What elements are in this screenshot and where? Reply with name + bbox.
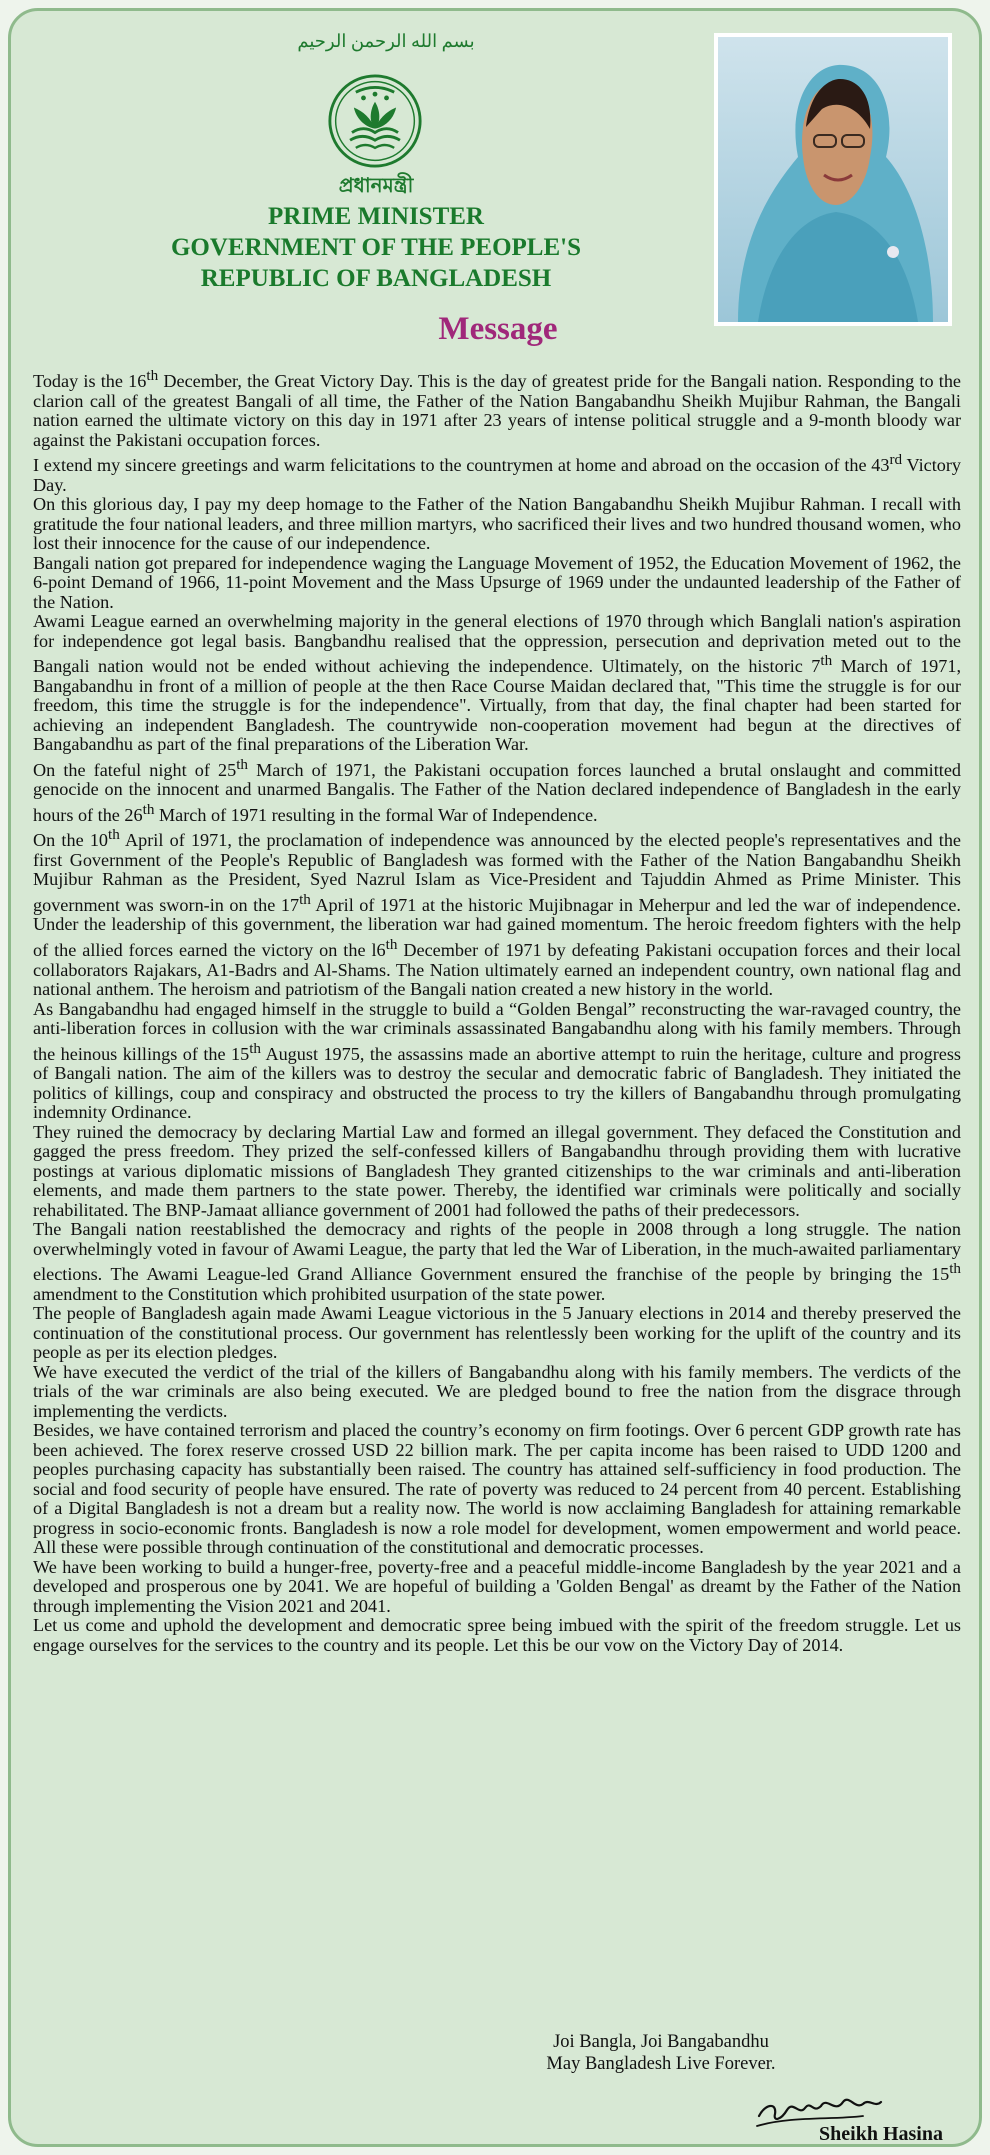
paragraph-text: We have executed the verdict of the trial of the killers of Bangabandhu along with his family members. The verdicts of the trials of the war criminals are also being executed. We are pledged bound to free the nation from the disgrace through implementing the verdicts. xyxy=(33,1361,961,1421)
closing-line: Joi Bangla, Joi Bangabandhu xyxy=(553,2032,769,2052)
ordinal-suffix: th xyxy=(949,1260,961,1278)
paragraph-text: April of 1971, the proclamation of independence was announced by the elected people's representatives and the first Government of the People's Republic of Bangladesh was formed with the Father of the Nation Bangabandhu Sheikh Mujibur Rahman as the President, Syed Nazrul Islam as Vice-President and Tajuddin Ahmed as Prime Minister. This government was sworn-in on the 17 xyxy=(33,830,962,915)
paragraph-text: We have been working to build a hunger-free, poverty-free and a peaceful middle-income Bangladesh by the year 2021 and a developed and prosperous one by 2041. We are hopeful of building a 'Golden Bengal' as dreamt by the Father of the Nation through implementing the Vision 2021 and 2041. xyxy=(33,1556,961,1616)
ordinal-suffix: th xyxy=(146,367,159,384)
portrait-illustration xyxy=(718,37,948,322)
message-page xyxy=(8,8,982,2147)
ordinal-suffix: th xyxy=(820,652,833,670)
office-title xyxy=(161,201,591,294)
message-paragraph xyxy=(33,554,961,613)
message-paragraph xyxy=(33,1421,961,1558)
paragraph-text: Besides, we have contained terrorism and placed the country’s economy on firm footings. Over 6 percent GDP growth rate has been achieved. The forex reserve crossed USD 22 billion mark. The per capita income has been raised to UDD 1200 and peoples purchasing capacity has substantially been raised. The country has attained self-sufficiency in food production. The social and food security of people have ensured. The rate of poverty was reduced to 24 percent from 40 percent. Establishing of a Digital Bangladesh is not a dream but a reality now. The world is now acclaiming Bangladesh for attaining remarkable progress in socio-economic fronts. Bangladesh is now a role model for development, women empowerment and world peace. All these were possible through continuation of the constitutional and democratic processes. xyxy=(33,1420,961,1558)
office-title-line: GOVERNMENT OF THE PEOPLE'S xyxy=(170,234,582,261)
emblem-caption: প্রধানমন্ত্রী xyxy=(338,175,414,197)
paragraph-text: Bangali nation got prepared for independence waging the Language Movement of 1952, the Education Movement of 1962, the 6-point Demand of 1966, 11-point Movement and the Mass Upsurge of 1969 under the undaunted leadership of the Father of the Nation. xyxy=(33,552,961,612)
message-paragraph xyxy=(33,1123,961,1221)
paragraph-text: The Bangali nation reestablished the democracy and rights of the people in 2008 through a long struggle. The nation overwhelmingly voted in favour of Awami League, the party that led the War of Liberation, in the much-awaited parliamentary elections. The Awami League-led Grand Alliance Government ensured the franchise of the people by bringing the 15 xyxy=(33,1219,961,1285)
paragraph-text: On the fateful night of 25 xyxy=(33,759,237,780)
message-paragraph xyxy=(33,825,961,999)
ordinal-suffix: th xyxy=(108,826,120,844)
paragraph-text: I extend my sincere greetings and warm felicitations to the countrymen at home and abroad on the occasion of the 43 xyxy=(33,455,890,476)
ordinal-suffix: th xyxy=(385,935,398,953)
paragraph-text: March of 1971, the Pakistani occupation forces launched a brutal onslaught and committed genocide on the innocent and unarmed Bangalis. The Father of the Nation declared independence of Bangladesh in the early hours of the 26 xyxy=(33,759,961,825)
message-paragraph xyxy=(33,755,961,826)
closing-block xyxy=(491,2031,831,2075)
ordinal-suffix: th xyxy=(236,755,248,773)
paragraph-text: Today is the 16 xyxy=(33,371,147,392)
paragraph-text: They ruined the democracy by declaring Martial Law and formed an illegal government. They defaced the Constitution and gagged the press freedom. They prized the self-confessed killers of Bangabandhu through providing them with lucrative postings at various diplomatic missions of Bangladesh They granted citizenships to the war criminals and anti-liberation elements, and made them partners to the state power. Thereby, the identified war criminals were politically and socially rehabilitated. The BNP-Jamaat alliance government of 2001 had followed the paths of their predecessors. xyxy=(33,1121,961,1220)
message-paragraph xyxy=(33,612,961,755)
office-title-line: PRIME MINISTER xyxy=(268,203,484,230)
portrait-photo xyxy=(714,33,952,326)
paragraph-text: August 1975, the assassins made an abortive attempt to ruin the heritage, culture and progress of Bangali nation. The aim of the killers was to destroy the secular and democratic fabric of Bangladesh. They initiated the politics of killings, coup and conspiracy and obstructed the process to try the killers of Bangabandhu through promulgating indemnity Ordinance. xyxy=(33,1043,961,1123)
closing-line: May Bangladesh Live Forever. xyxy=(546,2054,776,2074)
message-paragraph xyxy=(33,1000,961,1123)
paragraph-text: December, the Great Victory Day. This is the day of greatest pride for the Bangali nation. Responding to the clarion call of the greatest Bangali of all time, the Father of the Nation Bangabandhu Sheikh Mujibur Rahman, the Bangali nation earned the ultimate victory on this day in 1971 after 23 years of intense political struggle and a 9-month bloody war against the Pakistani occupation forces. xyxy=(33,371,961,450)
ordinal-suffix: rd xyxy=(889,451,903,469)
message-paragraph xyxy=(33,1363,961,1422)
message-paragraph xyxy=(33,495,961,554)
paragraph-text: The people of Bangladesh again made Awami League victorious in the 5 January elections in 2014 and thereby preserved the continuation of the constitutional process. Our government has relentlessly been working for the uplift of the country and its people as per its election pledges. xyxy=(33,1303,961,1363)
message-paragraph xyxy=(33,1616,961,1655)
page-title: Message xyxy=(438,311,558,347)
paragraph-text: March of 1971 resulting in the formal War of Independence. xyxy=(154,804,598,825)
bismillah-calligraphy: بسم الله الرحمن الرحيم xyxy=(297,31,475,51)
paragraph-text: Victory Day. xyxy=(33,455,962,495)
paragraph-text: Awami League earned an overwhelming majority in the general elections of 1970 through which Banglali nation's aspiration for independence got legal basis. Bangbandhu realised that the oppression, persecution and deprivation meted out to the Bangali nation would not be ended without achieving the independence. Ultimately, on the historic 7 xyxy=(33,611,961,677)
ordinal-suffix: th xyxy=(299,890,311,908)
ordinal-suffix: th xyxy=(249,1039,261,1057)
paragraph-text: April of 1971 at the historic Mujibnagar in Meherpur and led the war of independence. Under the leadership of this government, the liberation war had gained momentum. The heroic freedom fighters with the help of the allied forces earned the victory on the l6 xyxy=(33,894,961,960)
office-title-line: REPUBLIC OF BANGLADESH xyxy=(200,265,552,292)
government-emblem-icon xyxy=(327,73,423,169)
signer-name: Sheikh Hasina xyxy=(819,2123,943,2145)
paragraph-text: On the 10 xyxy=(33,830,109,851)
paragraph-text: March of 1971, Bangabandhu in front of a million of people at the then Race Course Maidan declared that, "This time the struggle is for our freedom, this time the struggle is for the independence". Virtually, from that day, the final chapter had been started for achieving an independent Bangladesh. The countrywide non-cooperation movement had begun at the directives of Bangabandhu as part of the final preparations of the Liberation War. xyxy=(33,656,961,755)
message-paragraph xyxy=(33,366,961,450)
message-paragraph xyxy=(33,1558,961,1617)
paragraph-text: December of 1971 by defeating Pakistani occupation forces and their local collaborators Rajakars, A1-Badrs and Al-Shams. The Nation ultimately earned an independent country, own national flag and national anthem. The heroism and patriotism of the Bangali nation created a new history in the world. xyxy=(33,940,961,999)
message-paragraph xyxy=(33,1220,961,1304)
header xyxy=(11,11,979,347)
paragraph-text: Let us come and uphold the development and democratic spree being imbued with the spirit of the freedom struggle. Let us engage ourselves for the services to the country and its people. Let this be our vow on the Victory Day of 2014. xyxy=(33,1615,961,1655)
paragraph-text: As Bangabandhu had engaged himself in the struggle to build a “Golden Bengal” reconstructing the war-ravaged country, the anti-liberation forces in collusion with the war criminals assassinated Bangabandhu along with his family members. Through the heinous killings of the 15 xyxy=(33,998,961,1064)
message-paragraph xyxy=(33,1304,961,1363)
message-body xyxy=(33,366,961,1655)
paragraph-text: On this glorious day, I pay my deep homage to the Father of the Nation Bangabandhu Sheikh Mujibur Rahman. I recall with gratitude the four national leaders, and three million martyrs, who sacrificed their lives and two hundred thousand women, who lost their innocence for the cause of our independence. xyxy=(33,494,961,554)
message-paragraph xyxy=(33,450,961,495)
ordinal-suffix: th xyxy=(142,800,155,818)
paragraph-text: amendment to the Constitution which prohibited usurpation of the state power. xyxy=(33,1283,606,1304)
